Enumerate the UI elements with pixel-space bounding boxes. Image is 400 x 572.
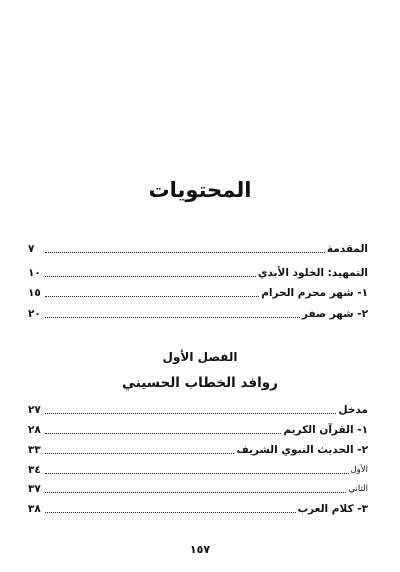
toc-entry-page: ١٥	[28, 287, 41, 299]
toc-entry-entrance	[28, 401, 368, 417]
dot-leader	[45, 512, 296, 513]
toc-entry-page: ٣٨	[28, 503, 41, 515]
toc-entry-hadith	[28, 441, 368, 457]
chapter-number: الفصل الأول	[162, 350, 238, 364]
toc-entry-label: المقدمة	[326, 243, 368, 255]
toc-subentry-first	[28, 461, 368, 477]
toc-entry-page: ٣٤	[28, 464, 41, 476]
dot-leader	[45, 252, 325, 253]
toc-entry-page: ٢٨	[28, 424, 41, 436]
toc-entry-label: مدخل	[338, 404, 368, 416]
toc-entry-label: ١- شهر محرم الحرام	[261, 287, 368, 299]
chapter-title: روافد الخطاب الحسيني	[122, 375, 278, 391]
toc-entry-label: ١- القرآن الكريم	[283, 424, 368, 436]
toc-entry-page: ٧	[28, 243, 35, 255]
dot-leader	[45, 453, 234, 454]
dot-leader	[45, 473, 349, 474]
toc-entry-page: ٣٣	[28, 444, 41, 456]
toc-entry-introduction	[28, 240, 368, 256]
dot-leader	[45, 413, 336, 414]
toc-entry-label: ٣- كلام العرب	[297, 503, 368, 515]
dot-leader	[45, 317, 300, 318]
toc-entry-page: ٢٧	[28, 404, 41, 416]
toc-entry-label: ٢- الحديث النبوي الشريف	[236, 444, 368, 456]
toc-entry-quran	[28, 421, 368, 437]
toc-entry-preface	[28, 264, 368, 280]
toc-entry-label: الثاني	[348, 484, 368, 494]
toc-entry-safar	[28, 305, 368, 321]
dot-leader	[45, 492, 346, 493]
toc-entry-label: ٢- شهر صفر	[301, 308, 368, 320]
toc-entry-page: ١٠	[28, 267, 41, 279]
toc-subentry-second	[28, 480, 368, 496]
page-number: ١٥٧	[189, 543, 211, 556]
toc-entry-arab-speech	[28, 500, 368, 516]
dot-leader	[45, 276, 256, 277]
toc-entry-page: ٣٧	[28, 483, 41, 495]
dot-leader	[45, 433, 281, 434]
toc-entry-muharram	[28, 284, 368, 300]
page-title: المحتويات	[148, 178, 252, 202]
dot-leader	[45, 296, 259, 297]
toc-entry-label: التمهيد: الخلود الأبدي	[257, 267, 368, 279]
toc-entry-page: ٢٠	[28, 308, 41, 320]
toc-entry-label: الأول	[350, 465, 368, 475]
